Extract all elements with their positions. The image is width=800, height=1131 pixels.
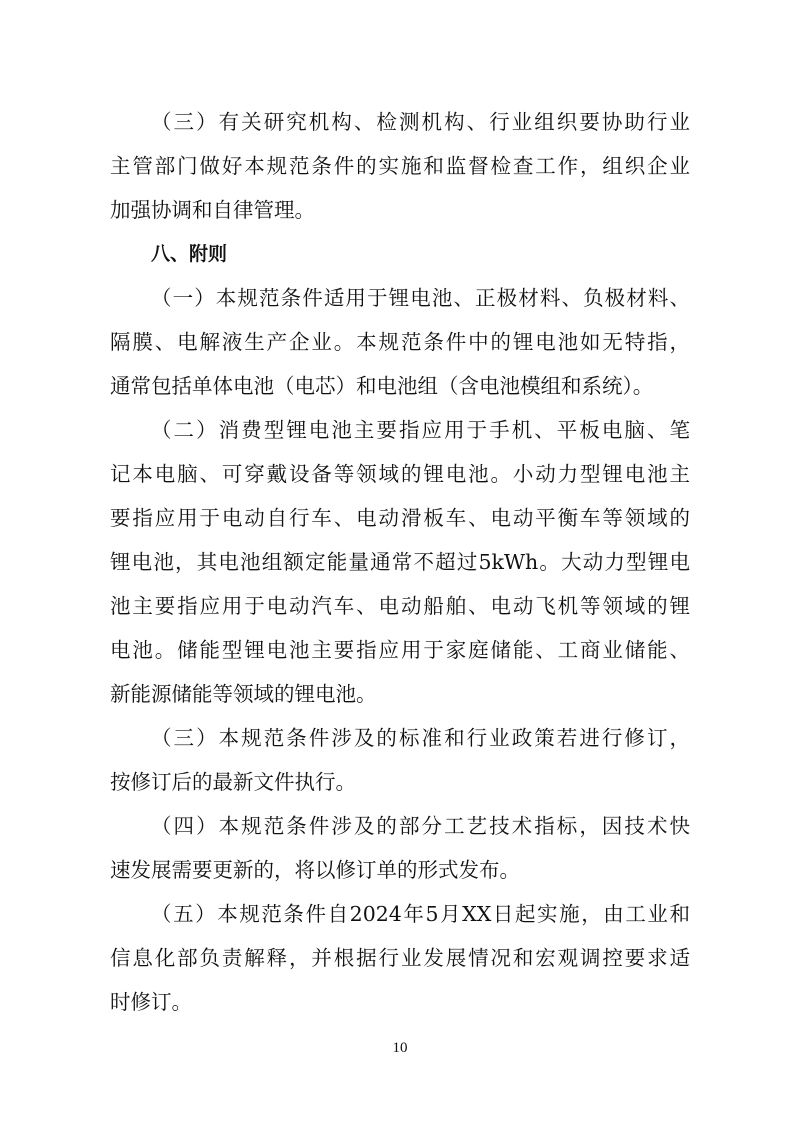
text-line: 速发展需要更新的，将以修订单的形式发布。 <box>110 858 520 882</box>
text-line: 按修订后的最新文件执行。 <box>110 770 356 794</box>
text-line: 电池。储能型锂电池主要指应用于家庭储能、工商业储能、 <box>110 638 690 662</box>
text-line: （五）本规范条件自2024年5月XX日起实施，由工业和 <box>151 902 690 926</box>
text-line: 时修订。 <box>110 990 192 1014</box>
text-line: 锂电池，其电池组额定能量通常不超过5kWh。大动力型锂电 <box>110 550 690 574</box>
text-line: 池主要指应用于电动汽车、电动船舶、电动飞机等领域的锂 <box>110 594 690 618</box>
text-line: （一）本规范条件适用于锂电池、正极材料、负极材料、 <box>151 286 690 310</box>
text-line: （三）本规范条件涉及的标准和行业政策若进行修订， <box>151 726 690 750</box>
paragraph <box>110 892 690 1024</box>
text-line: （四）本规范条件涉及的部分工艺技术指标，因技术快 <box>151 814 690 838</box>
text-line: 记本电脑、可穿戴设备等领域的锂电池。小动力型锂电池主 <box>110 462 690 486</box>
text-line: 主管部门做好本规范条件的实施和监督检查工作，组织企业 <box>110 154 690 178</box>
text-line: 隔膜、电解液生产企业。本规范条件中的锂电池如无特指， <box>110 330 690 354</box>
page-number: 10 <box>392 1040 408 1056</box>
text-line: 新能源储能等领域的锂电池。 <box>110 682 377 706</box>
text-line: 通常包括单体电池（电芯）和电池组（含电池模组和系统）。 <box>110 374 654 398</box>
text-line: （三）有关研究机构、检测机构、行业组织要协助行业 <box>151 110 690 134</box>
paragraph <box>110 100 690 232</box>
section-heading <box>110 232 690 276</box>
text-line: （二）消费型锂电池主要指应用于手机、平板电脑、笔 <box>151 418 690 442</box>
document-body <box>110 100 690 1024</box>
paragraph <box>110 716 690 804</box>
text-line: 八、附则 <box>151 243 228 265</box>
paragraph <box>110 276 690 408</box>
text-line: 信息化部负责解释，并根据行业发展情况和宏观调控要求适 <box>110 946 690 970</box>
text-line: 要指应用于电动自行车、电动滑板车、电动平衡车等领域的 <box>110 506 690 530</box>
paragraph <box>110 804 690 892</box>
text-line: 加强协调和自律管理。 <box>110 198 315 222</box>
paragraph <box>110 408 690 716</box>
